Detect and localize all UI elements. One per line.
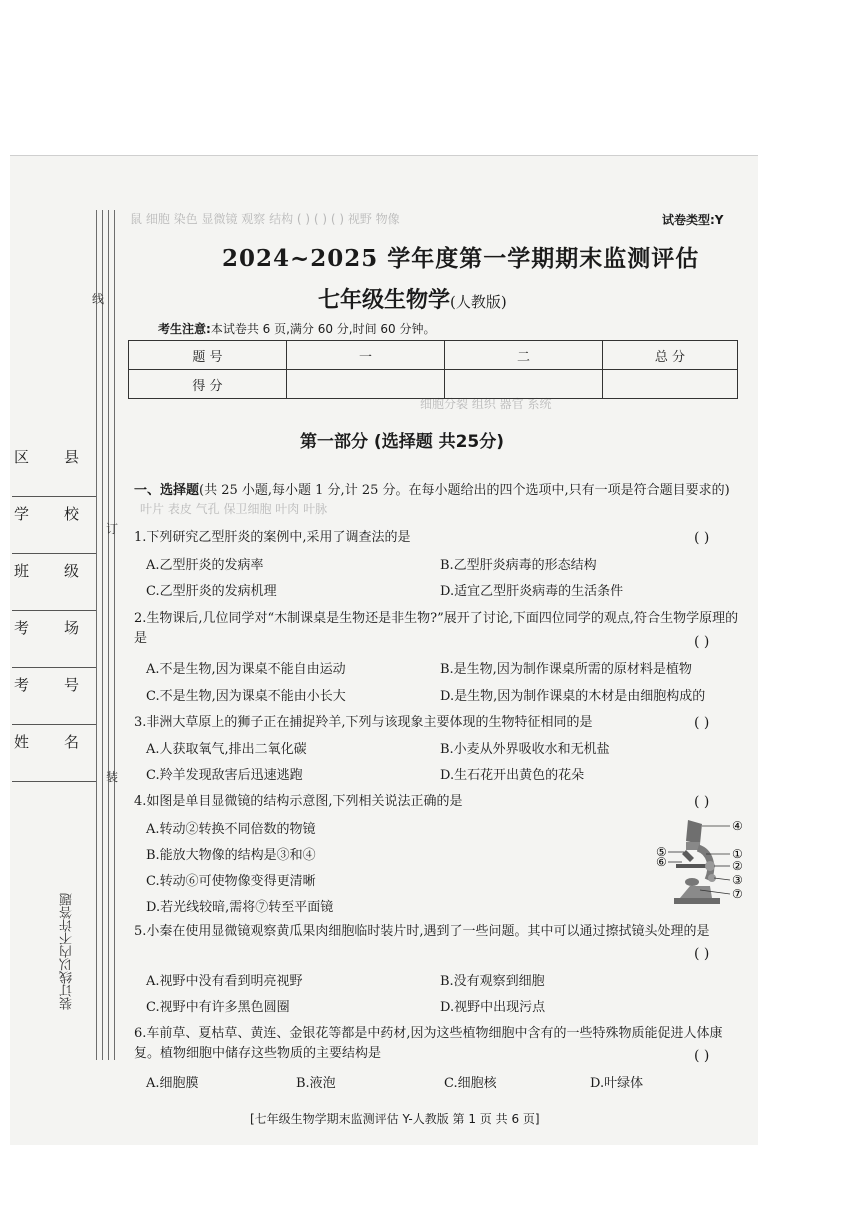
question-2-stem: 2.生物课后,几位同学对“木制课桌是生物还是非生物?”展开了讨论,下面四位同学的观点,符合生物学原理的是 bbox=[134, 611, 739, 646]
paper-type: 试卷类型:Y bbox=[662, 213, 724, 227]
field-district[interactable]: 区 县 bbox=[12, 440, 96, 497]
figure-label: ④ bbox=[732, 819, 743, 833]
bleed-through: 叶片 表皮 气孔 保卫细胞 叶肉 叶脉 bbox=[140, 502, 328, 516]
question-5-stem: 5.小秦在使用显微镜观察黄瓜果肉细胞临时装片时,遇到了一些问题。其中可以通过擦拭镜头处理的是 bbox=[134, 924, 710, 939]
question-3-stem: 3.非洲大草原上的狮子正在捕捉羚羊,下列与该现象主要体现的生物特征相同的是 bbox=[134, 715, 593, 730]
score-row-header: 得 分 bbox=[129, 370, 287, 399]
binding-lines bbox=[96, 210, 126, 1060]
page-title: 2024~2025 学年度第一学期期末监测评估 bbox=[222, 245, 700, 272]
option-b[interactable]: B.是生物,因为制作课桌所需的原材料是植物 bbox=[440, 662, 692, 677]
figure-label: ⑥ bbox=[656, 855, 667, 869]
answer-paren[interactable]: ( ) bbox=[694, 634, 710, 650]
figure-label: ⑤ bbox=[656, 845, 667, 859]
figure-label: ③ bbox=[732, 873, 743, 887]
option-d[interactable]: D.视野中出现污点 bbox=[440, 1000, 546, 1015]
option-b[interactable]: B.乙型肝炎病毒的形态结构 bbox=[440, 558, 597, 573]
bleed-through: 细胞分裂 组织 器官 系统 bbox=[420, 397, 552, 411]
score-table bbox=[128, 340, 738, 399]
score-col-header: 总 分 bbox=[603, 341, 738, 370]
page-footer: [七年级生物学期末监测评估 Y-人教版 第 1 页 共 6 页] bbox=[250, 1112, 540, 1126]
question-1-stem: 1.下列研究乙型肝炎的案例中,采用了调查法的是 bbox=[134, 530, 411, 545]
bleed-through: 鼠 细胞 染色 显微镜 观察 结构 ( ) ( ) ( ) 视野 物像 bbox=[130, 212, 400, 226]
option-a[interactable]: A.不是生物,因为课桌不能自由运动 bbox=[146, 662, 346, 677]
figure-label: ② bbox=[732, 859, 743, 873]
option-d[interactable]: D.生石花开出黄色的花朵 bbox=[440, 768, 585, 783]
option-b[interactable]: B.液泡 bbox=[296, 1076, 336, 1091]
option-b[interactable]: B.没有观察到细胞 bbox=[440, 974, 545, 989]
student-info-fields bbox=[12, 440, 96, 782]
score-cell[interactable] bbox=[603, 370, 738, 399]
option-a[interactable]: A.人获取氧气,排出二氧化碳 bbox=[146, 742, 307, 757]
option-a[interactable]: A.乙型肝炎的发病率 bbox=[146, 558, 264, 573]
score-col-header: 一 bbox=[287, 341, 445, 370]
score-row-header: 题 号 bbox=[129, 341, 287, 370]
option-d[interactable]: D.是生物,因为制作课桌的木材是由细胞构成的 bbox=[440, 689, 706, 704]
figure-label: ① bbox=[732, 847, 743, 861]
binding-mark-line: 线 bbox=[92, 292, 105, 306]
option-c[interactable]: C.细胞核 bbox=[444, 1076, 497, 1091]
answer-paren[interactable]: ( ) bbox=[694, 715, 710, 731]
option-c[interactable]: C.乙型肝炎的发病机理 bbox=[146, 584, 277, 599]
sheet-top-edge bbox=[10, 155, 758, 156]
binding-mark-staple: 订 bbox=[106, 522, 119, 536]
answer-paren[interactable]: ( ) bbox=[694, 1048, 710, 1064]
option-a[interactable]: A.转动②转换不同倍数的物镜 bbox=[146, 822, 316, 837]
field-name[interactable]: 姓 名 bbox=[12, 725, 96, 782]
option-a[interactable]: A.视野中没有看到明亮视野 bbox=[146, 974, 303, 989]
edition: (人教版) bbox=[450, 293, 507, 311]
option-b[interactable]: B.小麦从外界吸收水和无机盐 bbox=[440, 742, 610, 757]
binding-mark-bind: 装 bbox=[106, 770, 119, 784]
option-c[interactable]: C.羚羊发现敌害后迅速逃跑 bbox=[146, 768, 303, 783]
field-exam-room[interactable]: 考 场 bbox=[12, 611, 96, 668]
binding-warning: 装订线以内不许答题 bbox=[60, 893, 75, 1010]
score-cell[interactable] bbox=[287, 370, 445, 399]
candidate-notice: 考生注意:本试卷共 6 页,满分 60 分,时间 60 分钟。 bbox=[158, 322, 436, 336]
option-d[interactable]: D.适宜乙型肝炎病毒的生活条件 bbox=[440, 584, 624, 599]
option-d[interactable]: D.叶绿体 bbox=[590, 1076, 644, 1091]
field-class[interactable]: 班 级 bbox=[12, 554, 96, 611]
field-school[interactable]: 学 校 bbox=[12, 497, 96, 554]
option-c[interactable]: C.转动⑥可使物像变得更清晰 bbox=[146, 874, 316, 889]
answer-paren[interactable]: ( ) bbox=[694, 530, 710, 546]
option-c[interactable]: C.视野中有许多黑色圆圈 bbox=[146, 1000, 290, 1015]
option-a[interactable]: A.细胞膜 bbox=[146, 1076, 199, 1091]
answer-paren[interactable]: ( ) bbox=[694, 946, 710, 962]
option-b[interactable]: B.能放大物像的结构是③和④ bbox=[146, 848, 316, 863]
score-col-header: 二 bbox=[445, 341, 603, 370]
figure-label: ⑦ bbox=[732, 887, 743, 901]
section-instructions: 一、选择题(共 25 小题,每小题 1 分,计 25 分。在每小题给出的四个选项中,只有一项是符合题目要求的) bbox=[134, 483, 730, 498]
option-c[interactable]: C.不是生物,因为课桌不能由小长大 bbox=[146, 689, 346, 704]
score-cell[interactable] bbox=[445, 370, 603, 399]
section-title: 第一部分 (选择题 共25分) bbox=[300, 432, 505, 452]
field-exam-number[interactable]: 考 号 bbox=[12, 668, 96, 725]
answer-paren[interactable]: ( ) bbox=[694, 794, 710, 810]
option-d[interactable]: D.若光线较暗,需将⑦转至平面镜 bbox=[146, 900, 334, 915]
subject-title: 七年级生物学(人教版) bbox=[318, 287, 507, 313]
question-4-stem: 4.如图是单目显微镜的结构示意图,下列相关说法正确的是 bbox=[134, 794, 463, 809]
question-6-stem: 6.车前草、夏枯草、黄连、金银花等都是中药材,因为这些植物细胞中含有的一些特殊物质能促进人体康复。植物细胞中储存这些物质的主要结构是 bbox=[134, 1026, 723, 1061]
microscope-figure bbox=[650, 814, 746, 910]
